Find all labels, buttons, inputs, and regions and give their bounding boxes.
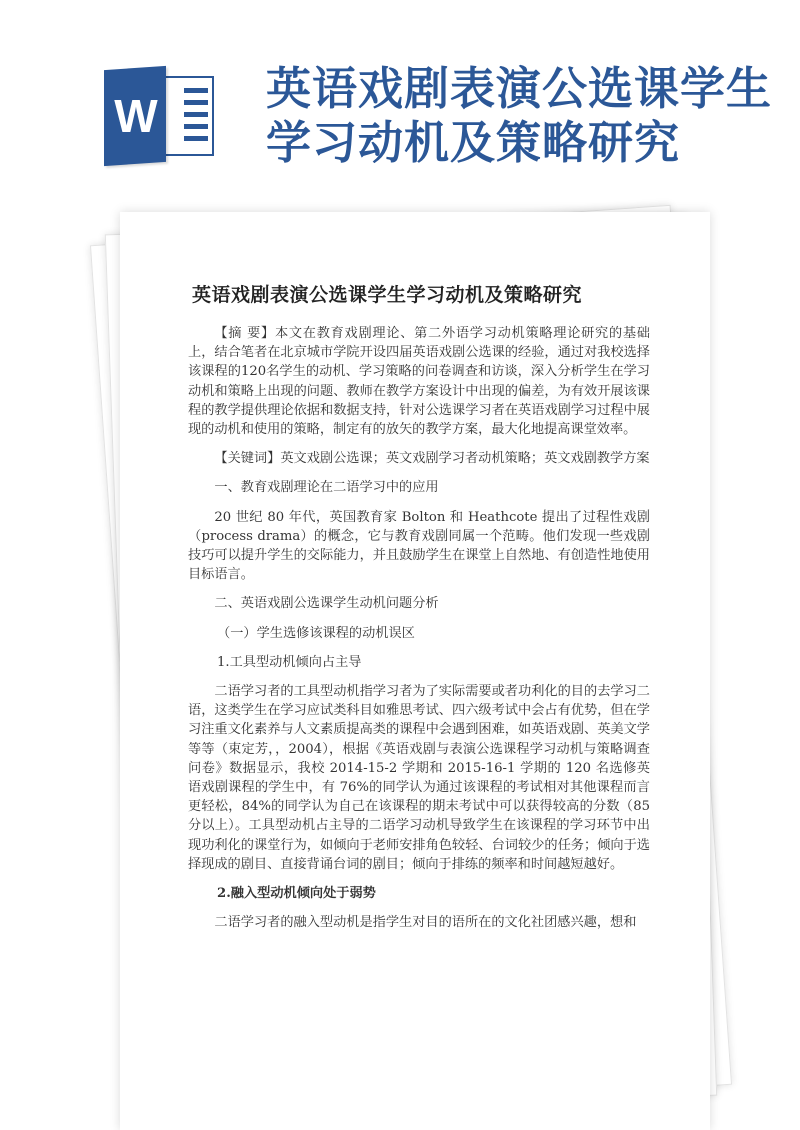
banner-title: 英语戏剧表演公选课学生学习动机及策略研究 <box>266 62 773 169</box>
word-logo <box>104 68 216 164</box>
point-1-paragraph: 二语学习者的工具型动机指学习者为了实际需要或者功利化的目的去学习二语，这类学生在学习应试类科目如雅思考试、四六级考试中会占有优势，但在学习注重文化素养与人文素质提高类的课程中会遇到困难，如英语戏剧、英美文学等等（束定芳，，2004），根据《英语戏剧与表演公选课程学习动机与策略调查问卷》数据显示，我校 2014-15-2 学期和 2015-16-1 学期的 120 名选修英语戏剧课程的学生中，有 76%的同学认为通过该课程的考试相对其他课程而言更轻松，84%的同学认为自己在该课程的期末考试中可以获得较高的分数（85 分以上）。工具型动机占主导的二语学习动机导致学生在该课程的学习环节中出现功利化的课堂行为，如倾向于老师安排角色较轻、台词较少的任务；倾向于选择现成的剧目、直接背诵台词的剧目；倾向于排练的频率和时间越短越好。 <box>188 684 650 872</box>
keywords: 【关键词】英文戏剧公选课；英文戏剧学习者动机策略；英文戏剧教学方案 <box>214 451 650 467</box>
point-1-heading: 1.工具型动机倾向占主导 <box>217 654 362 670</box>
section-1-heading: 一、教育戏剧理论在二语学习中的应用 <box>214 480 439 496</box>
word-logo-letter: W <box>114 90 158 142</box>
section-1-paragraph: 20 世纪 80 年代，英国教育家 Bolton 和 Heathcote 提出了过程性戏剧（process drama）的概念，它与教育戏剧同属一个范畴。他们发现一些戏剧技巧可以提升学生的交际能力，并且鼓励学生在课堂上自然地、有创造性地使用目标语言。 <box>188 509 650 583</box>
abstract: 【摘 要】本文在教育戏剧理论、第二外语学习动机策略理论研究的基础上，结合笔者在北京城市学院开设四届英语戏剧公选课的经验，通过对我校选择该课程的120名学生的动机、学习策略的问卷调查和访谈，深入分析学生在学习动机和策略上出现的问题、教师在教学方案设计中出现的偏差，为有效开展该课程的教学提供理论依据和数据支持，针对公选课学习者在英语戏剧学习过程中展现的动机和使用的策略，制定有的放矢的教学方案，最大化地提高课堂效率。 <box>188 326 650 438</box>
document-page <box>120 212 710 1130</box>
section-2-heading: 二、英语戏剧公选课学生动机问题分析 <box>214 596 439 612</box>
point-2-heading: 2.融入型动机倾向处于弱势 <box>217 886 376 902</box>
document-title: 英语戏剧表演公选课学生学习动机及策略研究 <box>192 284 583 306</box>
point-2-paragraph: 二语学习者的融入型动机是指学生对目的语所在的文化社团感兴趣，想和 <box>214 915 637 931</box>
document-body <box>188 324 650 942</box>
subsection-1-heading: （一）学生选修该课程的动机误区 <box>217 625 415 641</box>
